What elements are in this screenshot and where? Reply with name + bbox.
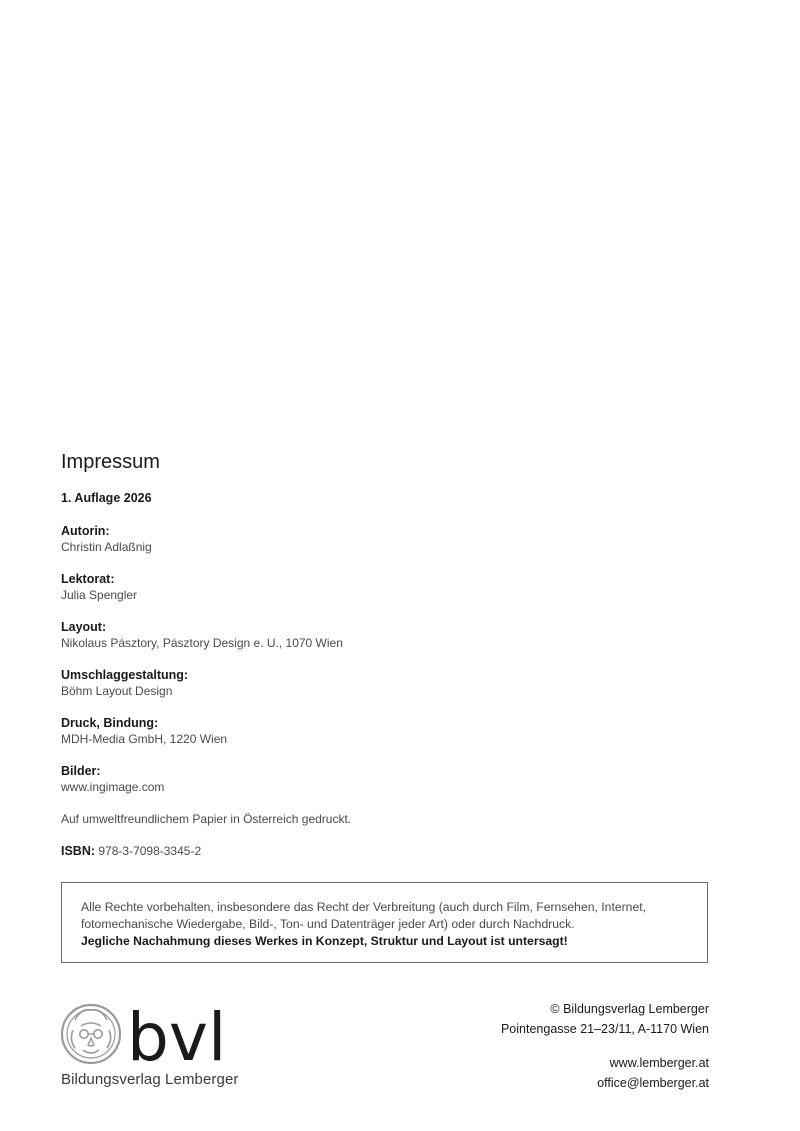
field-value: Julia Spengler — [61, 588, 138, 602]
edition-line: 1. Auflage 2026 — [61, 491, 152, 505]
email-link[interactable]: office@lemberger.at — [597, 1076, 709, 1090]
layout-field — [61, 619, 721, 651]
address-line: Pointengasse 21–23/11, A-1170 Wien — [500, 1022, 709, 1036]
logo-letters: bvl — [127, 999, 227, 1076]
field-label: Umschlaggestaltung: — [61, 668, 189, 682]
printing-field — [61, 715, 721, 747]
cover-design-field — [61, 667, 721, 699]
rights-text: Alle Rechte vorbehalten, insbesondere das Recht der Verbreitung (auch durch Film, Fernsehen, Internet, fotomechanische Wiedergabe, Bild-, Ton- und Datenträger jeder Art) oder durch Nachdruck. — [81, 900, 647, 931]
rights-notice-box — [61, 882, 708, 963]
logo-wordmark: Bildungsverlag Lemberger — [61, 1071, 239, 1088]
rights-bold-text: Jegliche Nachahmung dieses Werkes in Konzept, Struktur und Layout ist untersagt! — [81, 934, 568, 948]
field-label: Autorin: — [61, 524, 110, 538]
field-value: Nikolaus Pásztory, Pásztory Design e. U., 1070 Wien — [61, 636, 343, 650]
isbn-value: 978-3-7098-3345-2 — [98, 844, 202, 858]
author-field — [61, 523, 721, 555]
field-value: Böhm Layout Design — [61, 684, 173, 698]
field-value: www.ingimage.com — [61, 780, 165, 794]
isbn-line — [61, 843, 721, 859]
field-value: Christin Adlaßnig — [61, 540, 152, 554]
publisher-contact — [501, 999, 709, 1093]
field-label: Lektorat: — [61, 572, 115, 586]
field-label: Druck, Bindung: — [61, 716, 159, 730]
field-value: MDH-Media GmbH, 1220 Wien — [61, 732, 228, 746]
spacer — [501, 1039, 709, 1053]
field-label: Layout: — [61, 620, 107, 634]
lion-head-icon — [62, 1005, 120, 1063]
impressum-title: Impressum — [61, 451, 160, 473]
copyright-line: © Bildungsverlag Lemberger — [550, 1002, 709, 1016]
impressum-section — [61, 448, 721, 859]
field-label: Bilder: — [61, 764, 101, 778]
editor-field — [61, 571, 721, 603]
isbn-label: ISBN: — [61, 844, 96, 858]
paper-note: Auf umweltfreundlichem Papier in Österreich gedruckt. — [61, 812, 352, 826]
images-field — [61, 763, 721, 795]
website-link[interactable]: www.lemberger.at — [609, 1056, 709, 1070]
